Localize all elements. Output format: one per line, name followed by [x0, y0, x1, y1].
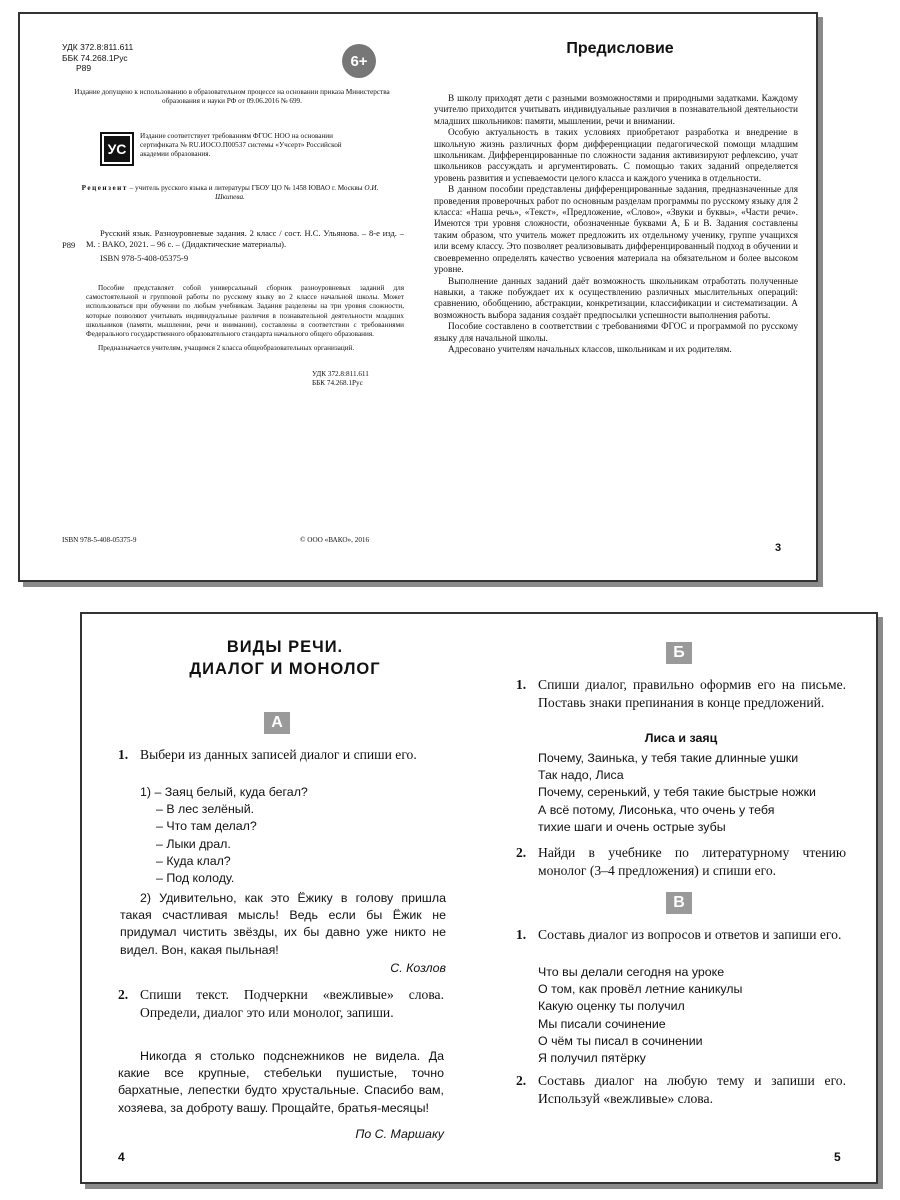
v-line: Я получил пятёрку: [538, 1051, 646, 1066]
dialog-line: 1) – Заяц белый, куда бегал?: [140, 785, 308, 799]
udk-block: [62, 42, 133, 74]
podsnezhniki-text: Никогда я столько подснежников не видела. Да какие все крупные, стебельки пушистые, точно бархатные, лепестки будто хрустальные. Спасибо вам, хозяева, за доброту вашу. Прощайте, братья-месяцы!: [118, 1049, 444, 1115]
code: Р89: [76, 63, 92, 73]
task-number: 2.: [118, 987, 129, 1002]
task-text: Найди в учебнике по литературному чтению монолог (3–4 предложения) и спиши его.: [538, 845, 846, 878]
biblio-title: Русский язык. Разноуровневые задания. 2 класс / сост. Н.С. Ульянова. – 8-е изд. – М. : ВАКО, 2021. – 96 с. – (Дидактические материалы).: [86, 228, 404, 249]
dialog-line: – Что там делал?: [156, 819, 257, 834]
dialog-line: – Лыки драл.: [156, 836, 231, 851]
level-b-badge: Б: [666, 642, 692, 664]
age-rating-badge: 6+: [342, 44, 376, 78]
preface-paragraph: Пособие составлено в соответствии с требованиями ФГОС и программой по русскому языку для начальной школы.: [434, 322, 798, 344]
lesson-title-line2: ДИАЛОГ И МОНОЛОГ: [189, 660, 381, 678]
dialog-block: [140, 784, 440, 887]
lesson-title: [120, 636, 450, 680]
story-line: А всё потому, Лисонька, что очень у тебя: [538, 802, 775, 817]
udk-bottom-block: [312, 370, 369, 388]
preface-paragraph: В данном пособии представлены дифференцированные задания, предназначенные для проведения проверочных работ по основным разделам программы по русскому языку для 2 класса: «Наша речь», «Текст», «Предложение, «Слово», «Звуки и буквы», «Части речи». Имеются три уровня сложности, обозначенные буквами А, Б и В. Задания составлены таким образом, что учитель может предложить их отдельному ученику, группе учащихся или всему классу. Это позволяет реализовывать дифференцированный подход в обучении и своевременно определять качество усвоения материала на обязательном и более высоком уровне.: [434, 185, 798, 276]
task-number: 1.: [516, 927, 527, 942]
copyright: © ООО «ВАКО», 2016: [300, 536, 370, 544]
page-number-5: 5: [834, 1150, 841, 1164]
author-kozlov: С. Козлов: [390, 961, 446, 975]
task-a2: [118, 986, 444, 1021]
author-marshak: По С. Маршаку: [355, 1127, 444, 1141]
approval-note: Издание допущено к использованию в образовательном процессе на основании приказа Министерства образования и науки РФ от 09.06.2016 № 699.: [74, 88, 390, 106]
task-text: Составь диалог на любую тему и запиши его. Используй «вежливые» слова.: [538, 1073, 846, 1106]
v-line: Что вы делали сегодня на уроке: [538, 965, 725, 979]
level-a-badge: А: [264, 712, 290, 734]
bbk: ББК 74.268.1Рус: [62, 52, 128, 63]
story-line: тихие шаги и очень острые зубы: [538, 819, 726, 834]
isbn: ISBN 978-5-408-05375-9: [100, 253, 189, 263]
bibliographic-record: [62, 228, 404, 264]
preface-paragraph: Выполнение данных заданий даёт возможность школьникам отработать полученные навыки, а также побуждает их к осуществлению различных мыслительных операций: сравнению, обобщению, абстракции, конкретизации, классификации и систематизации. А возможность выбора задания создаёт предпосылки успешности выполнения работы.: [434, 276, 798, 321]
biblio-code: Р89: [62, 240, 76, 250]
v-line: О том, как провёл летние каникулы: [538, 982, 743, 997]
task-number: 1.: [118, 747, 129, 762]
story-lines: [538, 750, 848, 836]
story-line: Почему, серенький, у тебя такие быстрые ножки: [538, 785, 816, 800]
preface-paragraph: В школу приходят дети с разными возможностями и природными задатками. Каждому учителю приходится учитывать индивидуальные различия в познавательной деятельности младших школьников: памяти, мышлении, речи и внимании.: [434, 94, 798, 127]
spread-lesson: [80, 612, 878, 1184]
bbk-bottom: ББК 74.268.1Рус: [312, 379, 363, 388]
reviewer-label: Рецензент: [81, 184, 128, 192]
task-v1: [516, 926, 846, 944]
preface-paragraph: Особую актуальность в таких условиях приобретают разработка и внедрение в школьную жизнь различных форм дифференциации педагогической помощи младшим школьникам. Дифференцированные по сложности задания активизируют рефлексию, учат школьников рассуждать и аргументировать. С помощью таких заданий определяется уровень развития и успеваемости целого класса и каждого ученика в отдельности.: [434, 128, 798, 184]
page-number-4: 4: [118, 1150, 125, 1164]
dialog-line: – Куда клал?: [156, 853, 231, 868]
udk: УДК 372.8:811.611: [62, 42, 134, 52]
dialog-line: – Под колоду.: [156, 871, 235, 886]
task-number: 2.: [516, 845, 527, 860]
preface-paragraph: Адресовано учителям начальных классов, школьникам и их родителям.: [448, 344, 732, 355]
task-text: Выбери из данных записей диалог и спиши его.: [140, 747, 417, 762]
v-line: О чём ты писал в сочинении: [538, 1033, 703, 1048]
preface-body: [434, 94, 798, 356]
task-number: 2.: [516, 1073, 527, 1088]
task-text: Спиши текст. Подчеркни «вежливые» слова. Определи, диалог это или монолог, запиши.: [140, 987, 444, 1020]
task-a1: [118, 746, 444, 764]
story-line: Так надо, Лиса: [538, 768, 624, 783]
dialog-line: – В лес зелёный.: [156, 802, 255, 817]
lesson-title-line1: ВИДЫ РЕЧИ.: [226, 638, 344, 656]
story-title: Лиса и заяц: [644, 731, 718, 745]
task-b1: [516, 676, 846, 711]
task-text: Составь диалог из вопросов и ответов и запиши его.: [538, 927, 842, 942]
annotation: Пособие представляет собой универсальный сборник разноуровневых заданий для самостоятельной и групповой работы по русскому языку во 2 классе начальной школы. Может использоваться при обучении по любым учебникам. Задания разделены на три уровня сложности, которые позволяют учитывать индивидуальные различия в познавательной деятельности младших школьников (памяти, мышлении, речи и внимании), составлены в соответствии с требованиями Федерального государственного образовательного стандарта начального общего образования.: [86, 284, 404, 339]
v-lines: [538, 964, 848, 1067]
reviewer-name: О.И. Шкипева.: [215, 184, 379, 202]
v-line: Мы писали сочинение: [538, 1016, 666, 1031]
task-number: 1.: [516, 677, 527, 692]
reviewer-text: – учитель русского языка и литературы ГБОУ ЦО № 1458 ЮВАО г. Москвы: [129, 184, 363, 192]
udk-bottom: УДК 372.8:811.611: [312, 370, 369, 378]
fgos-note: Издание соответствует требованиям ФГОС НОО на основании сертификата № RU.ИОСО.П00537 системы «Учсерт» Российской академии образования.: [140, 132, 342, 159]
monologue-text: 2) Удивительно, как это Ёжику в голову пришла такая счастливая мысль! Ведь если бы Ёжик не придумал чистить звёзды, их бы давно уже никто не видел. Вон, какая пыльная!: [120, 891, 446, 957]
story-line: Почему, Заинька, у тебя такие длинные ушки: [538, 751, 799, 765]
task-v2: [516, 1072, 846, 1107]
reviewer-block: [80, 184, 380, 202]
v-line: Какую оценку ты получил: [538, 999, 685, 1014]
preface-title: Предисловие: [566, 40, 674, 57]
audience-note: Предназначается учителям, учащимся 2 класса общеобразовательных организаций.: [98, 344, 355, 352]
task-text: Спиши диалог, правильно оформив его на письме. Поставь знаки препинания в конце предложений.: [538, 677, 846, 710]
page-number-3: 3: [775, 542, 782, 554]
level-v-badge: В: [666, 892, 692, 914]
spread-front-matter: [18, 12, 818, 582]
footer-isbn: ISBN 978-5-408-05375-9: [62, 536, 137, 544]
us-certificate-logo: УС: [100, 132, 134, 166]
task-b2: [516, 844, 846, 879]
